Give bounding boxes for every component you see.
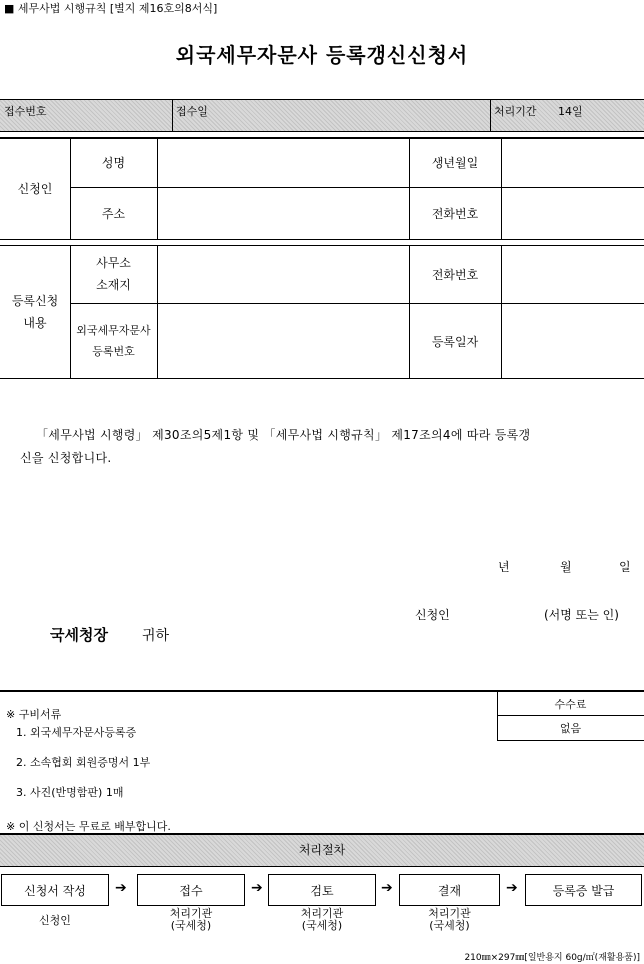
procedure-step-approval: 결재 [399,874,500,906]
name-label: 성명 [101,156,126,170]
signature-label: 신청인 [415,608,450,622]
birthdate-field[interactable] [502,138,644,187]
registration-section-label [0,245,70,378]
applicant-section-label: 신청인 [17,182,53,196]
statement-line1: 「세무사법 시행령」 제30조의5제1항 및 「세무사법 시행규칙」 제17조의4에 따라 등록갱 [36,428,531,442]
step-actor [399,908,500,932]
procedure-step-review: 검토 [268,874,376,906]
applicant-phone-field[interactable] [502,188,644,239]
receipt-date-label: 접수일 [176,105,208,118]
arrow-right-icon: ➔ [506,880,518,896]
step-actor-line2: (국세청) [301,919,343,932]
office-phone-field[interactable] [502,245,644,303]
page-title: 외국세무자문사 등록갱신신청서 [175,42,469,67]
addressee-name: 국세청장 [50,626,108,644]
procedure-step-issuance: 등록증 발급 [525,874,642,906]
registration-section-label-line1: 등록신청 [11,293,59,308]
registration-date-label: 등록일자 [431,334,479,349]
receipt-header-row [0,99,644,131]
name-field[interactable] [158,138,409,187]
procedure-heading [0,833,644,866]
document-item: 1. 외국세무자문사등록증 [16,726,137,739]
office-label-line2: 소재지 [96,278,131,292]
step-actor [137,908,245,932]
office-phone-label: 전화번호 [431,267,479,282]
procedure-step-application: 신청서 작성 [1,874,109,906]
registration-number-field[interactable] [158,304,409,378]
date-month-label: 월 [560,560,572,574]
documents-heading: ※ 구비서류 [6,708,62,721]
registration-date-field[interactable] [502,304,644,378]
office-location-field[interactable] [158,245,409,303]
office-location-label [70,245,157,303]
registration-section-label-line2: 내용 [23,315,47,330]
step-actor-line2: (국세청) [170,919,212,932]
date-year-label: 년 [498,560,510,574]
signature-note: (서명 또는 인) [544,608,619,622]
reg-no-label-line1: 외국세무자문사 [76,324,151,337]
statement-line2: 신을 신청합니다. [20,451,112,465]
arrow-right-icon: ➔ [381,880,393,896]
reg-no-label-line2: 등록번호 [92,345,135,358]
arrow-right-icon: ➔ [115,880,127,896]
paper-spec: 210㎜×297㎜[일반용지 60g/㎡(재활용품)] [464,953,640,963]
step-actor-line1: 처리기관 [300,907,344,920]
signature-area[interactable] [0,600,644,624]
address-field[interactable] [158,188,409,239]
fee-label: 수수료 [554,697,587,711]
document-item: 3. 사진(반명함판) 1매 [16,786,124,799]
processing-period-label: 처리기간 [494,105,537,118]
document-item: 2. 소속협회 회원증명서 1부 [16,756,151,769]
applicant-phone-label: 전화번호 [431,207,479,221]
procedure-step-receipt: 접수 [137,874,245,906]
office-label-line1: 사무소 [96,256,131,270]
step-actor-line1: 처리기관 [428,907,471,920]
free-distribution-notice: ※ 이 신청서는 무료로 배부합니다. [6,820,171,833]
address-label: 주소 [101,207,126,221]
processing-period-value: 14일 [558,105,583,118]
birthdate-label: 생년월일 [431,156,479,170]
form-reference: ■ 세무사법 시행규칙 [별지 제16호의8서식] [4,2,218,15]
date-day-label: 일 [619,560,631,574]
fee-value: 없음 [559,722,582,735]
step-actor: 신청인 [39,914,71,927]
arrow-right-icon: ➔ [251,880,263,896]
step-actor-line1: 처리기관 [169,907,213,920]
step-actor [268,908,376,932]
receipt-number-label: 접수번호 [4,105,47,118]
step-actor-line2: (국세청) [429,919,470,932]
procedure-heading-text: 처리절차 [298,843,346,857]
registration-number-label [70,304,157,378]
addressee-suffix: 귀하 [142,628,170,644]
